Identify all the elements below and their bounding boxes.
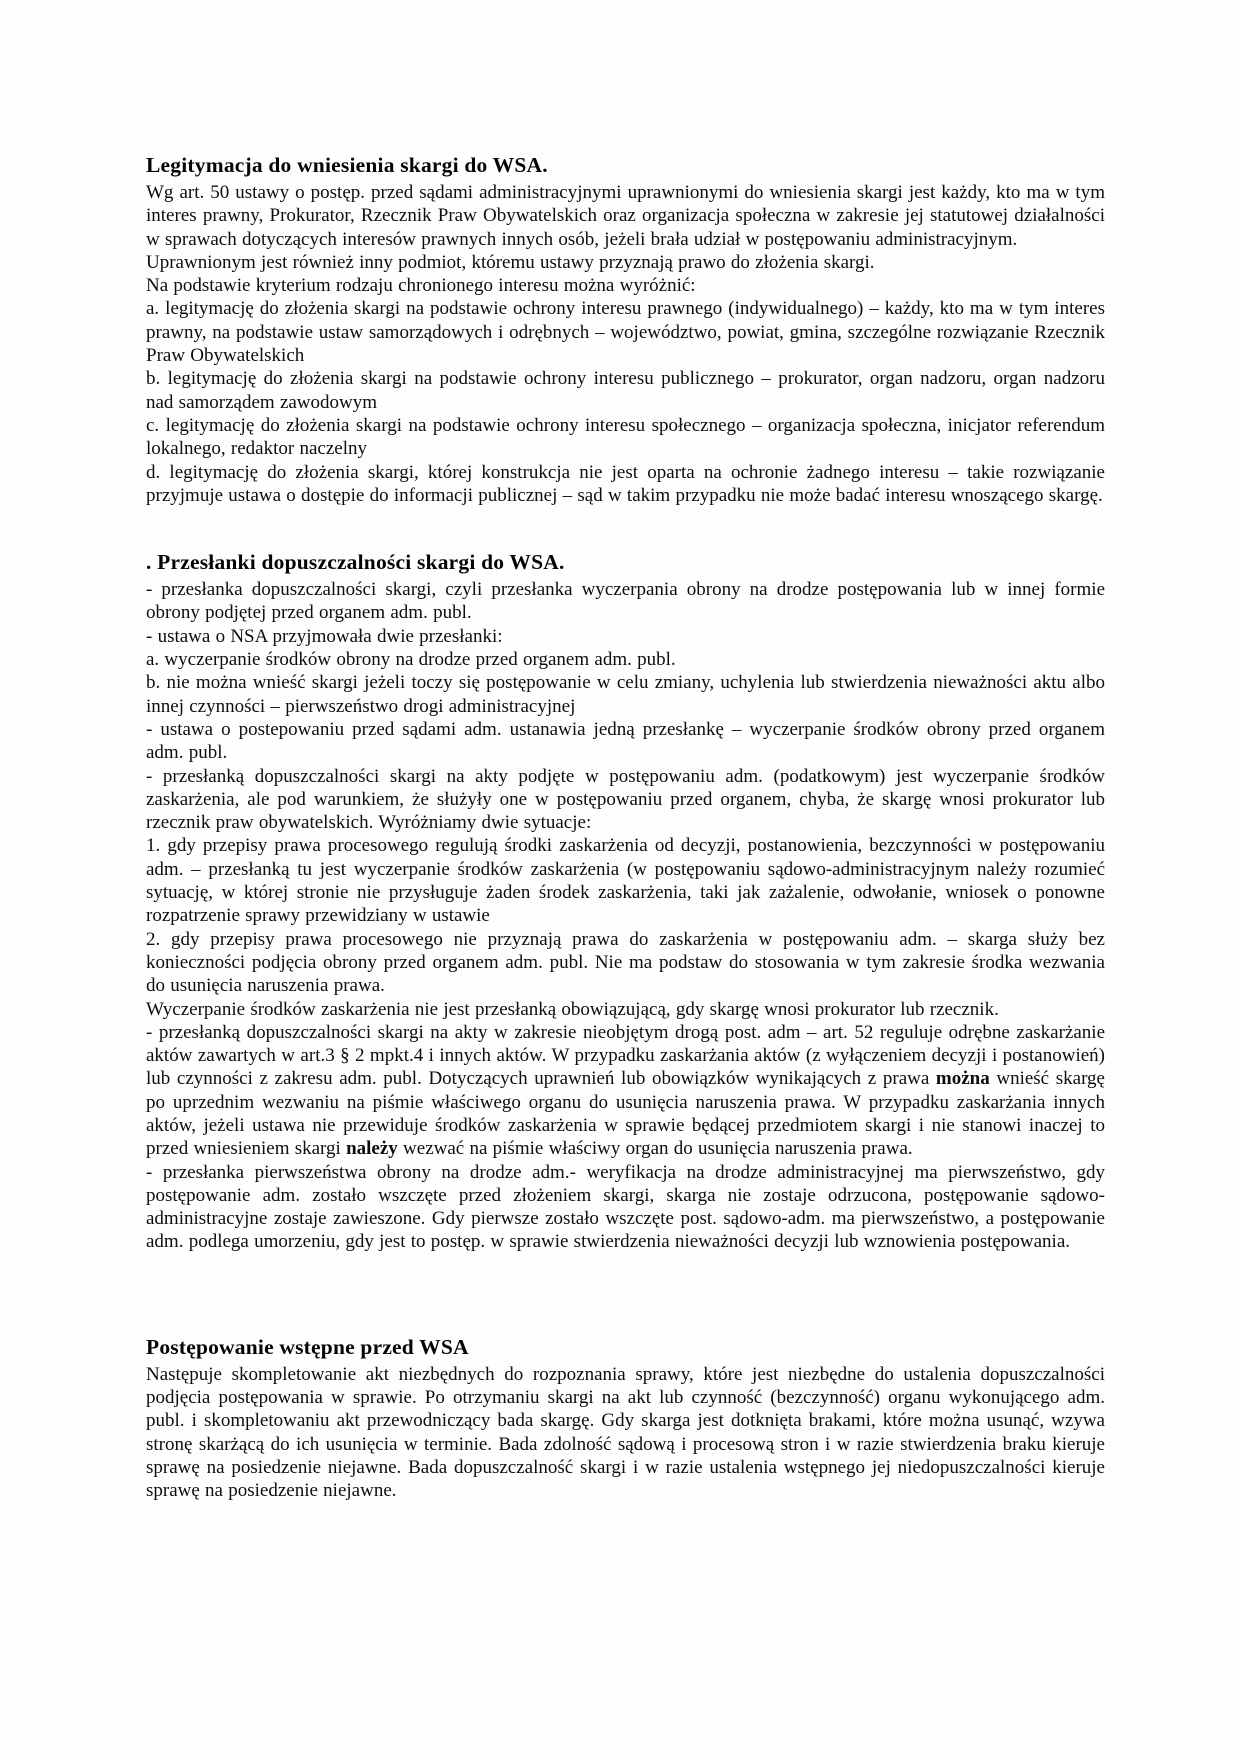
paragraph <box>146 765 1105 835</box>
section-heading: . Przesłanki dopuszczalności skargi do WSA. <box>146 550 565 575</box>
text-run: a. legitymację do złożenia skargi na podstawie ochrony interesu prawnego (indywidualnego) – każdy, kto ma w tym interes prawny, na podstawie ustaw samorządowych i odrębnych – województwo, powiat, gmina, szczególne rozwiązanie Rzecznik Praw Obywatelskich <box>146 298 1105 367</box>
document-body <box>146 152 1105 1503</box>
text-run: b. nie można wnieść skargi jeżeli toczy się postępowanie w celu zmiany, uchylenia lub stwierdzenia nieważności aktu albo innej czynności – pierwszeństwo drogi administracyjnej <box>146 672 1105 717</box>
paragraph <box>146 998 1105 1021</box>
text-run: - ustawa o NSA przyjmowała dwie przesłanki: <box>146 625 503 647</box>
paragraph <box>146 718 1105 765</box>
paragraph <box>146 578 1105 625</box>
section-3 <box>146 1334 1105 1503</box>
paragraph <box>146 648 1105 671</box>
text-run: d. legitymację do złożenia skargi, której konstrukcja nie jest oparta na ochronie żadnego interesu – takie rozwiązanie przyjmuje ustawa o dostępie do informacji publicznej – sąd w takim przypadku nie może badać interesu wnoszącego skargę. <box>146 461 1105 506</box>
bold-text: można <box>935 1068 990 1090</box>
text-run: Uprawnionym jest również inny podmiot, któremu ustawy przyznają prawo do złożenia skargi. <box>146 251 875 273</box>
text-run: wezwać na piśmie właściwy organ do usunięcia naruszenia prawa. <box>397 1138 913 1160</box>
section-heading: Postępowanie wstępne przed WSA <box>146 1334 469 1359</box>
text-run: - przesłanką dopuszczalności skargi na akty podjęte w postępowaniu adm. (podatkowym) jest wyczerpanie środków zaskarżenia, ale pod warunkiem, że służyły one w postępowaniu przed organem, chyba, że skargę wnosi prokurator lub rzecznik praw obywatelskich. Wyróżniamy dwie sytuacje: <box>146 765 1105 834</box>
paragraph <box>146 834 1105 927</box>
section-heading: Legitymacja do wniesienia skargi do WSA. <box>146 153 548 177</box>
text-run: Wg art. 50 ustawy o postęp. przed sądami administracyjnymi uprawnionymi do wniesienia skargi jest każdy, kto ma w tym interes prawny, Prokurator, Rzecznik Praw Obywatelskich oraz organizacja społeczna w zakresie jej statutowej działalności w sprawach dotyczących interesów prawnych innych osób, jeżeli brała udział w postępowaniu administracyjnym. <box>146 182 1105 250</box>
bold-text: należy <box>346 1138 398 1160</box>
paragraph <box>146 461 1105 508</box>
text-run: a. wyczerpanie środków obrony na drodze przed organem adm. publ. <box>146 649 676 671</box>
text-run: wnieść skargę po uprzednim wezwaniu na piśmie właściwego organu do usunięcia naruszenia prawa. W przypadku zaskarżania innych aktów, jeżeli ustawa nie przewiduje środków zaskarżenia w sprawie będącej przedmiotem skargi i nie stanowi inaczej to przed wniesieniem skargi <box>146 1068 1105 1160</box>
text-run: b. legitymację do złożenia skargi na podstawie ochrony interesu publicznego – prokurator, organ nadzoru, organ nadzoru nad samorządem zawodowym <box>146 368 1105 413</box>
text-run: Na podstawie kryterium rodzaju chronionego interesu można wyróżnić: <box>146 275 696 297</box>
text-run: 2. gdy przepisy prawa procesowego nie przyznają prawa do zaskarżenia w postępowaniu adm. – skarga służy bez konieczności podjęcia obrony przed organem adm. publ. Nie ma podstaw do stosowania w tym zakresie środka wezwania do usunięcia naruszenia prawa. <box>146 928 1105 997</box>
text-run: - przesłanka dopuszczalności skargi, czyli przesłanka wyczerpania obrony na drodze postępowania lub w innej formie obrony podjętej przed organem adm. publ. <box>146 579 1105 624</box>
paragraph <box>146 1161 1105 1254</box>
text-run: c. legitymację do złożenia skargi na podstawie ochrony interesu społecznego – organizacja społeczna, inicjator referendum lokalnego, redaktor naczelny <box>146 414 1105 460</box>
paragraph <box>146 251 1105 274</box>
paragraph <box>146 671 1105 718</box>
paragraph <box>146 1363 1105 1503</box>
text-run: - ustawa o postepowaniu przed sądami adm. ustanawia jedną przesłankę – wyczerpanie środków obrony przed organem adm. publ. <box>146 718 1105 764</box>
paragraph <box>146 181 1105 251</box>
paragraph <box>146 414 1105 461</box>
paragraph <box>146 625 1105 648</box>
text-run: - przesłanka pierwszeństwa obrony na drodze adm.- weryfikacja na drodze administracyjnej ma pierwszeństwo, gdy postępowanie adm. zostało wszczęte przed złożeniem skargi, skarga nie zostaje odrzucona, postępowanie sądowo-administracyjne zostaje zawieszone. Gdy pierwsze zostało wszczęte post. sądowo-adm. ma pierwszeństwo, a postępowanie adm. podlega umorzeniu, gdy jest to postęp. w sprawie stwierdzenia nieważności decyzji lub wznowienia postępowania. <box>146 1161 1105 1253</box>
text-run: - przesłanką dopuszczalności skargi na akty w zakresie nieobjętym drogą post. adm – art. 52 reguluje odrębne zaskarżanie aktów zawartych w art.3 § 2 mpkt.4 i innych aktów. W przypadku zaskarżania aktów (z wyłączeniem decyzji i postanowień) lub czynności z zakresu adm. publ. Dotyczących uprawnień lub obowiązków wynikających z prawa <box>146 1021 1105 1090</box>
paragraph <box>146 1021 1105 1161</box>
section-1 <box>146 152 1105 507</box>
text-run: 1. gdy przepisy prawa procesowego regulują środki zaskarżenia od decyzji, postanowienia, bezczynności w postępowaniu adm. – przesłanką tu jest wyczerpanie środków zaskarżenia (w postępowaniu sądowo-administracyjnym należy rozumieć sytuację, w której stronie nie przysługuje żaden środek zaskarżenia, taki jak zażalenie, odwołanie, wniosek o ponowne rozpatrzenie sprawy przewidziany w ustawie <box>146 835 1105 927</box>
paragraph <box>146 274 1105 297</box>
paragraph <box>146 367 1105 414</box>
section-2 <box>146 549 1105 1254</box>
paragraph <box>146 297 1105 367</box>
paragraph <box>146 928 1105 998</box>
text-run: Wyczerpanie środków zaskarżenia nie jest przesłanką obowiązującą, gdy skargę wnosi prokurator lub rzecznik. <box>146 998 999 1020</box>
text-run: Następuje skompletowanie akt niezbędnych do rozpoznania sprawy, które jest niezbędne do ustalenia dopuszczalności podjęcia postępowania w sprawie. Po otrzymaniu skargi na akt lub czynność (bezczynność) organu wykonującego adm. publ. i skompletowaniu akt przewodniczący bada skargę. Gdy skarga jest dotknięta brakami, które można usunąć, wzywa stronę skarżącą do ich usunięcia w terminie. Bada zdolność sądową i procesową stron i w razie stwierdzenia braku kieruje sprawę na posiedzenie niejawne. Bada dopuszczalność skargi i w razie ustalenia wstępnego jej niedopuszczalności kieruje sprawę na posiedzenie niejawne. <box>146 1363 1105 1502</box>
